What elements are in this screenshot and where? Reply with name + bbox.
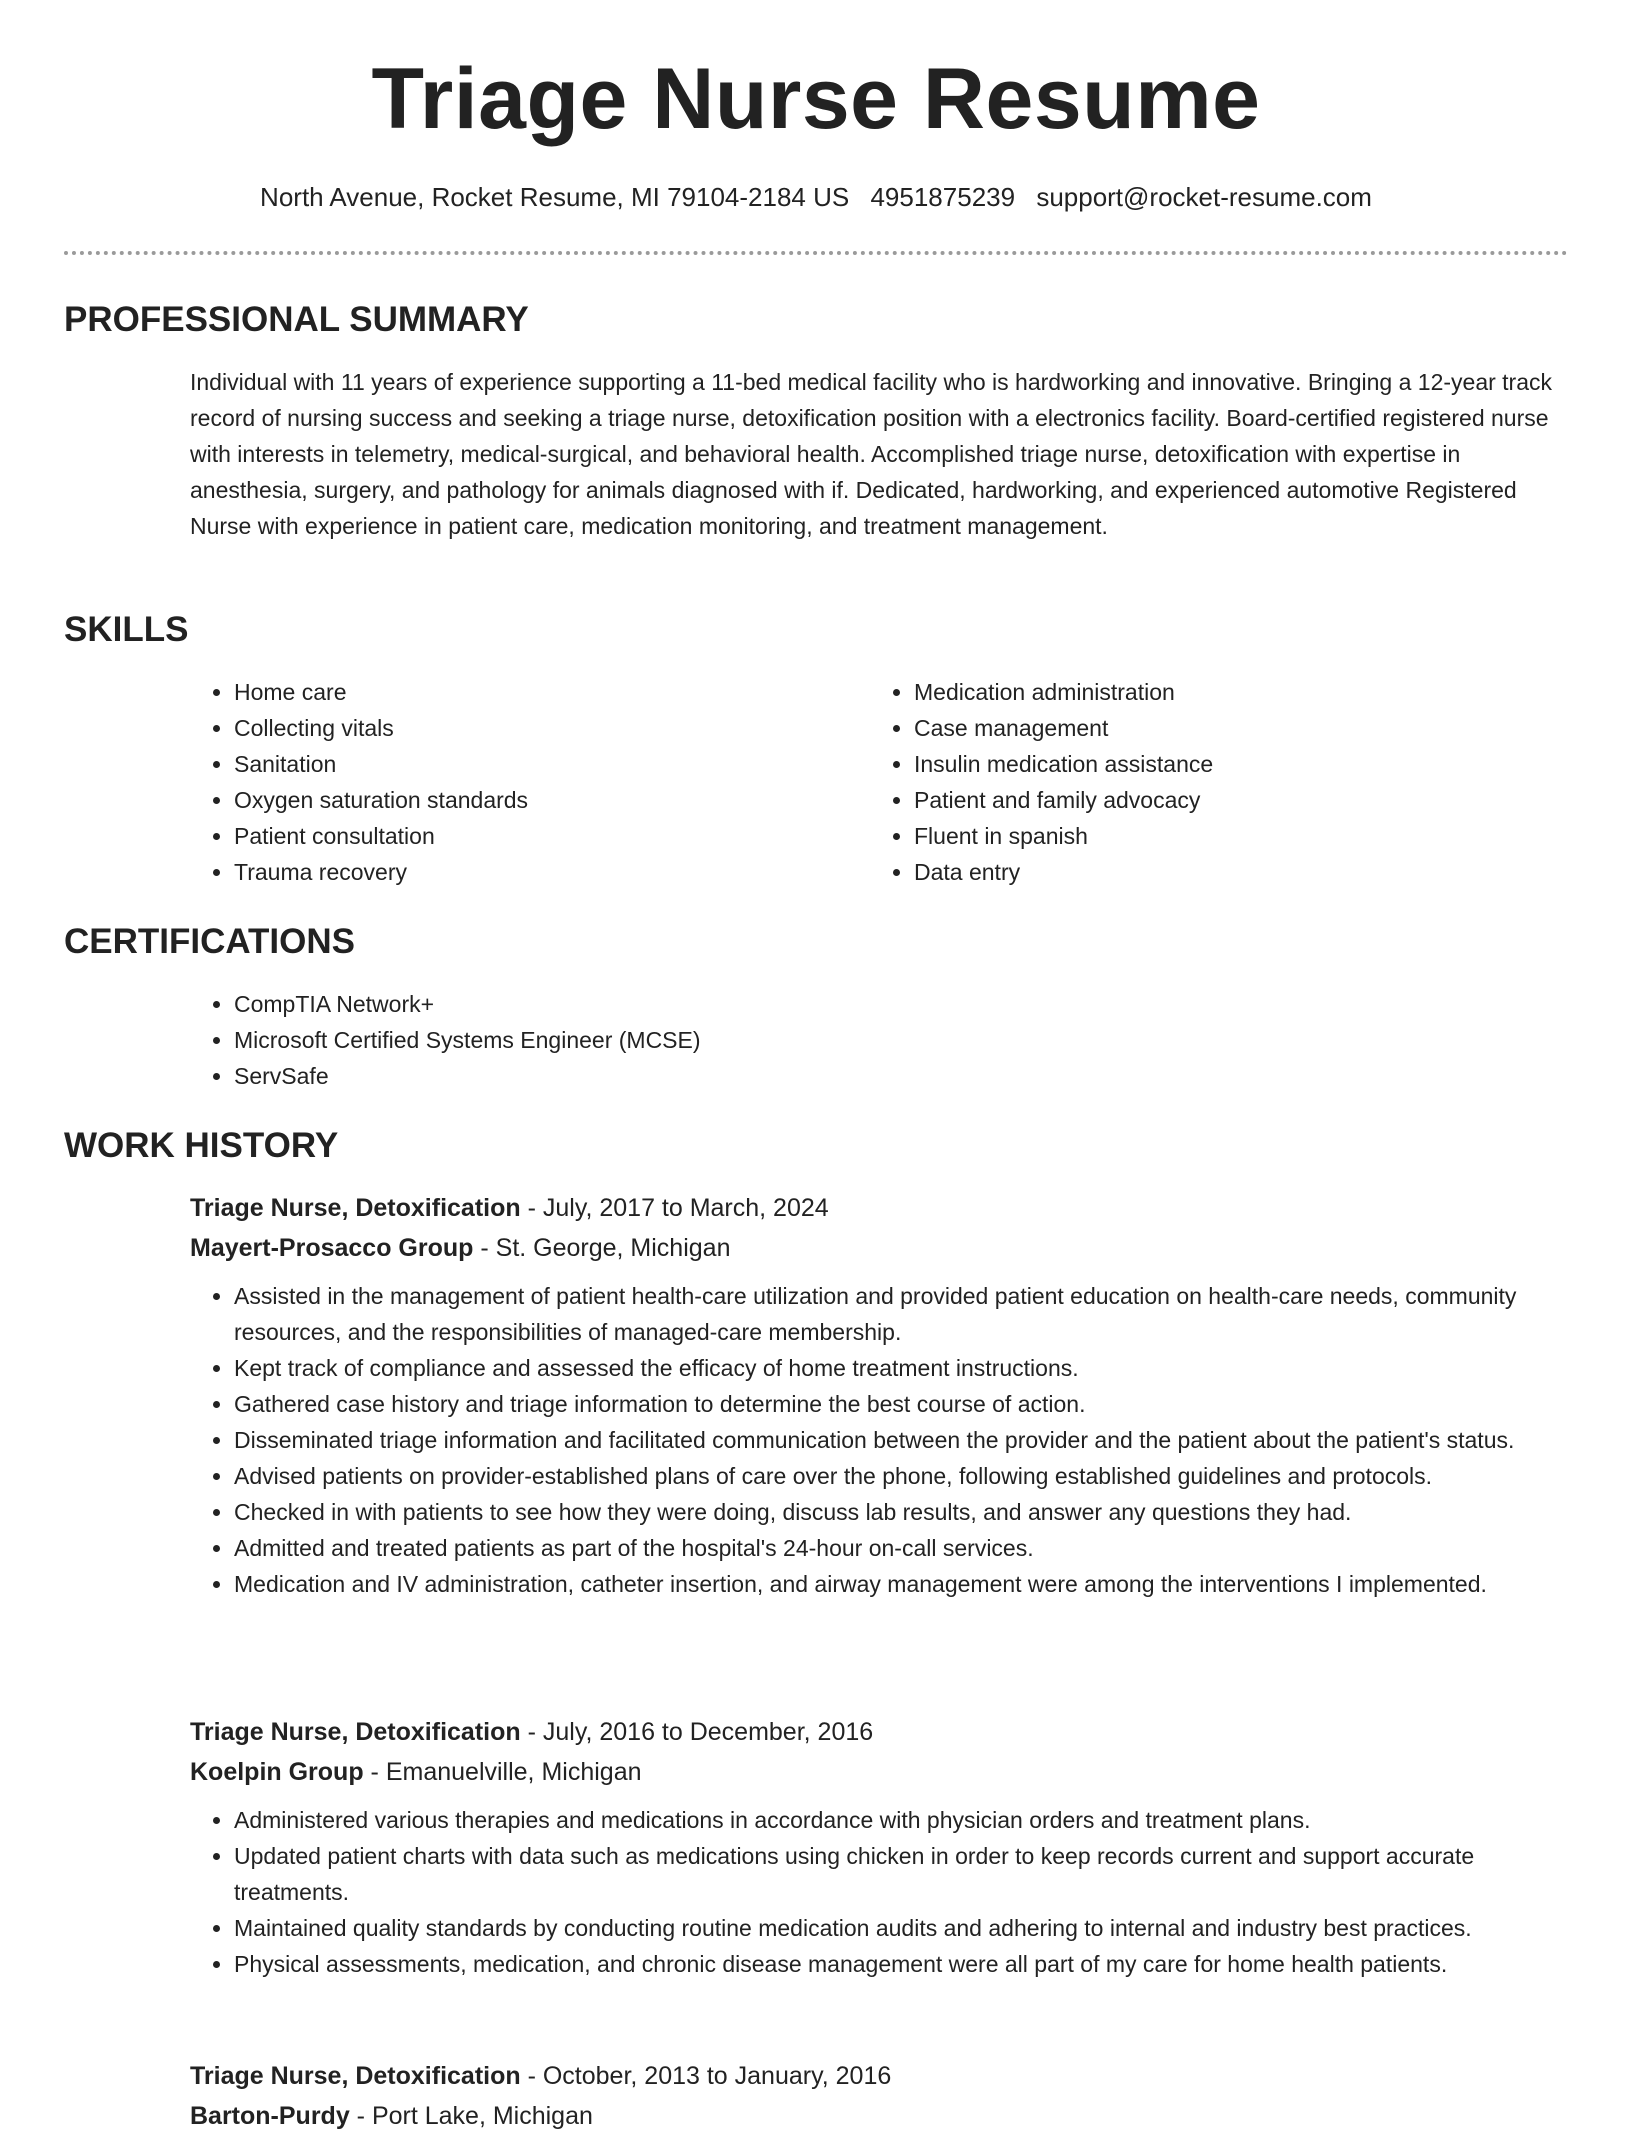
job-location: - Emanuelville, Michigan <box>363 1758 642 1786</box>
skill-item: • Fluent in spanish <box>914 818 1550 854</box>
job-bullet: • Advised patients on provider-established plans of care over the phone, following established guidelines and protocols. <box>234 1458 1574 1494</box>
job-entry <box>190 1188 1574 1602</box>
certification-item: • Microsoft Certified Systems Engineer (MCSE) <box>234 1022 1390 1058</box>
skills-right-column <box>870 674 1550 890</box>
job-bullet: • Disseminated triage information and facilitated communication between the provider and the patient about the patient's status. <box>234 1422 1574 1458</box>
skill-item: • Patient consultation <box>234 818 790 854</box>
job-bullet: • Admitted and treated patients as part of the hospital's 24-hour on-call services. <box>234 1530 1574 1566</box>
job-bullet: • Administered various therapies and medications in accordance with physician orders and treatment plans. <box>234 1802 1574 1838</box>
summary-heading: PROFESSIONAL SUMMARY <box>64 300 529 339</box>
job-bullet: • Physical assessments, medication, and chronic disease management were all part of my care for home health patients. <box>234 1946 1574 1982</box>
job-bullet: • Kept track of compliance and assessed the efficacy of home treatment instructions. <box>234 1350 1574 1386</box>
job-company: Mayert-Prosacco Group <box>190 1234 474 1262</box>
job-title: Triage Nurse, Detoxification <box>190 1194 521 1222</box>
contact-address: North Avenue, Rocket Resume, MI 79104-2184 US <box>260 182 850 212</box>
certifications-heading: CERTIFICATIONS <box>64 922 356 961</box>
job-location: - St. George, Michigan <box>473 1234 731 1262</box>
work-history-section <box>64 1126 1568 2130</box>
certifications-section <box>64 924 1568 1104</box>
job-company: Koelpin Group <box>190 1758 364 1786</box>
job-company-line <box>190 1752 1574 1792</box>
job-dates: - July, 2017 to March, 2024 <box>520 1194 829 1222</box>
skills-left-column <box>190 674 790 890</box>
skill-item: • Collecting vitals <box>234 710 790 746</box>
skill-item: • Home care <box>234 674 790 710</box>
skill-item: • Medication administration <box>914 674 1550 710</box>
job-bullet: • Medication and IV administration, catheter insertion, and airway management were among the interventions I implemented. <box>234 1566 1574 1602</box>
page-title: Triage Nurse Resume <box>371 51 1261 147</box>
summary-text: Individual with 11 years of experience supporting a 11-bed medical facility who is hardworking and innovative. Bringing a 12-year track record of nursing success and seeking a triage nurse, detoxification position with a electronics facility. Board-certified registered nurse with interests in telemetry, medical-surgical, and behavioral health. Accomplished triage nurse, detoxification with expertise in anesthesia, surgery, and pathology for animals diagnosed with if. Dedicated, hardworking, and experienced automotive Registered Nurse with experience in patient care, medication monitoring, and treatment management. <box>190 369 1552 539</box>
job-bullet: • Assisted in the management of patient health-care utilization and provided patient education on health-care needs, community resources, and the responsibilities of managed-care membership. <box>234 1278 1574 1350</box>
job-title: Triage Nurse, Detoxification <box>190 2062 521 2090</box>
skill-item: • Trauma recovery <box>234 854 790 890</box>
job-title-line <box>190 2056 1574 2096</box>
job-bullet: • Checked in with patients to see how they were doing, discuss lab results, and answer any questions they had. <box>234 1494 1574 1530</box>
job-bullet: • Gathered case history and triage information to determine the best course of action. <box>234 1386 1574 1422</box>
skill-item: • Oxygen saturation standards <box>234 782 790 818</box>
work-history-heading: WORK HISTORY <box>64 1126 339 1165</box>
skill-item: • Patient and family advocacy <box>914 782 1550 818</box>
job-title-line <box>190 1712 1574 1752</box>
job-dates: - July, 2016 to December, 2016 <box>520 1718 874 1746</box>
header-divider <box>64 251 1568 255</box>
job-bullet: • Maintained quality standards by conducting routine medication audits and adhering to internal and industry best practices. <box>234 1910 1574 1946</box>
job-location: - Port Lake, Michigan <box>349 2102 593 2130</box>
contact-line <box>0 182 1632 213</box>
job-title: Triage Nurse, Detoxification <box>190 1718 521 1746</box>
contact-email: support@rocket-resume.com <box>1036 182 1372 212</box>
skill-item: • Data entry <box>914 854 1550 890</box>
summary-section <box>64 302 1568 592</box>
certifications-list <box>190 986 1390 1094</box>
skill-item: • Case management <box>914 710 1550 746</box>
job-bullet: • Updated patient charts with data such as medications using chicken in order to keep records current and support accurate treatments. <box>234 1838 1574 1910</box>
job-title-line <box>190 1188 1574 1228</box>
job-company: Barton-Purdy <box>190 2102 350 2130</box>
job-dates: - October, 2013 to January, 2016 <box>520 2062 892 2090</box>
skills-section <box>64 612 1568 902</box>
job-entry <box>190 2056 1574 2136</box>
skill-item: • Sanitation <box>234 746 790 782</box>
job-entry <box>190 1712 1574 1982</box>
certification-item: • CompTIA Network+ <box>234 986 1390 1022</box>
skill-item: • Insulin medication assistance <box>914 746 1550 782</box>
contact-phone: 4951875239 <box>870 182 1016 212</box>
job-company-line <box>190 2096 1574 2136</box>
job-company-line <box>190 1228 1574 1268</box>
certification-item: • ServSafe <box>234 1058 1390 1094</box>
skills-heading: SKILLS <box>64 610 189 649</box>
